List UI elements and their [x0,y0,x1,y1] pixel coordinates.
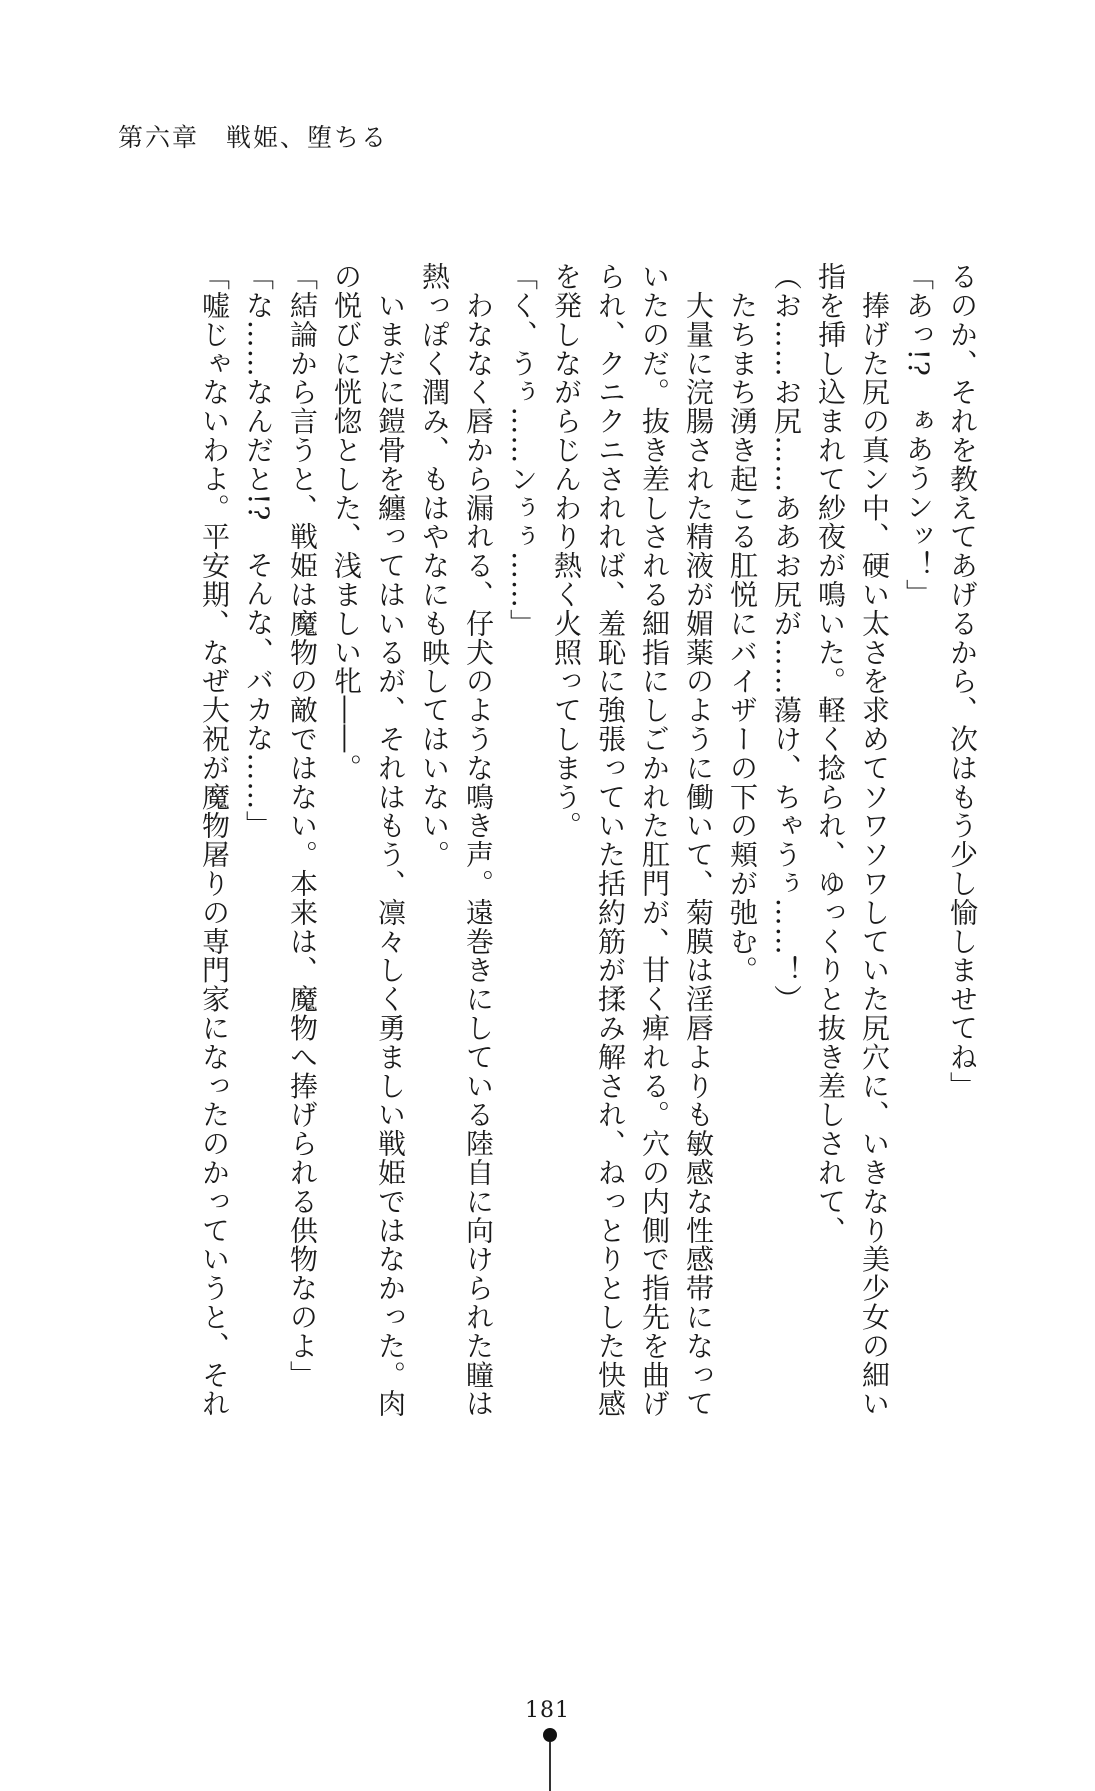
text-line: 大量に浣腸された精液が媚薬のように働いて、菊膜は淫唇よりも敏感な性感帯になって [682,262,715,1418]
text-line: 「あっ!? ぁあうンッ！」 [902,262,935,608]
text-line: 「く、うぅ……ンぅぅ……」 [506,262,539,638]
text-line: るのか、それを教えてあげるから、次はもう少し愉しませてね」 [946,262,979,1101]
text-line: （お……お尻……ああお尻が……蕩け、ちゃうぅ……！） [770,262,803,1014]
text-line: を発しながらじんわり熱く火照ってしまう。 [550,262,583,840]
text-line: たちまち湧き起こる肛悦にバイザーの下の頬が弛む。 [726,262,759,985]
text-line: られ、クニクニされれば、羞恥に強張っていた括約筋が揉み解され、ねっとりとした快感 [594,262,627,1418]
text-line: 「結論から言うと、戦姫は魔物の敵ではない。本来は、魔物へ捧げられる供物なのよ」 [286,262,319,1390]
text-line: 指を挿し込まれて紗夜が鳴いた。軽く捻られ、ゆっくりと抜き差しされて、 [814,262,847,1245]
page-marker-line [549,1742,551,1791]
page-number: 181 [525,1698,570,1723]
text-line: の悦びに恍惚とした、浅ましい牝――。 [330,262,363,783]
text-line: わななく唇から漏れる、仔犬のような鳴き声。遠巻きにしている陸自に向けられた瞳は [462,262,495,1418]
vertical-text-body [196,262,980,1442]
chapter-header: 第六章 戦姫、堕ちる [118,123,389,152]
text-line: 「嘘じゃないわよ。平安期、なぜ大祝が魔物屠りの専門家になったのかっていうと、それ [198,262,231,1418]
text-line: いまだに鎧骨を纏ってはいるが、それはもう、凛々しく勇ましい戦姫ではなかった。肉 [374,262,407,1418]
text-line: いたのだ。抜き差しされる細指にしごかれた肛門が、甘く痺れる。穴の内側で指先を曲げ [638,262,671,1418]
text-line: 熱っぽく潤み、もはやなにも映してはいない。 [418,262,451,869]
text-line: 捧げた尻の真ン中、硬い太さを求めてソワソワしていた尻穴に、いきなり美少女の細い [858,262,891,1418]
page-marker-dot [543,1728,557,1742]
text-line: 「な……なんだと!? そんな、バカな……」 [242,262,275,840]
